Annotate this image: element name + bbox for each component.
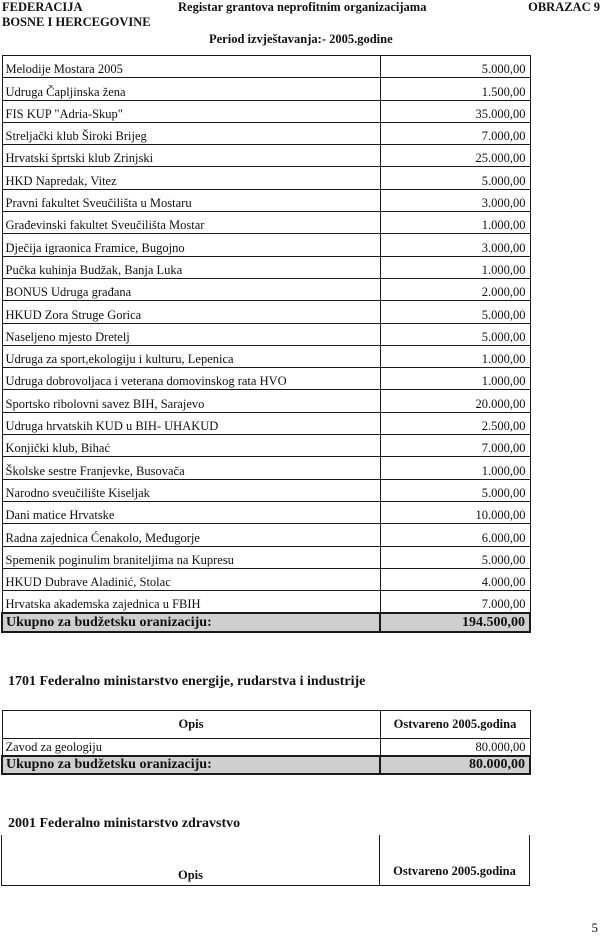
row-name: Dani matice Hrvatske <box>2 501 380 523</box>
table-row <box>2 479 530 501</box>
table-row <box>2 323 530 345</box>
table-header-row <box>2 835 530 886</box>
row-name: HKUD Zora Struge Gorica <box>2 301 380 323</box>
row-name: Spemenik poginulim braniteljima na Kupresu <box>2 546 380 568</box>
grants-table-section-1701 <box>1 710 531 775</box>
total-label: Ukupno za budžetsku oranizaciju: <box>2 756 380 774</box>
row-name: Melodije Mostara 2005 <box>2 56 380 78</box>
table-row <box>2 568 530 590</box>
row-name: Narodno sveučilište Kiseljak <box>2 479 380 501</box>
row-amount: 5.000,00 <box>380 56 530 78</box>
row-name: Udruga hrvatskih KUD u BIH- UHAKUD <box>2 412 380 434</box>
table-row <box>2 739 530 757</box>
table-row <box>2 524 530 546</box>
row-amount: 4.000,00 <box>380 568 530 590</box>
row-amount: 1.000,00 <box>380 457 530 479</box>
org-line-2: BOSNE I HERCEGOVINE <box>2 15 151 29</box>
row-name: Naseljeno mjesto Dretelj <box>2 323 380 345</box>
row-name: HKD Napredak, Vitez <box>2 167 380 189</box>
row-name: BONUS Udruga građana <box>2 278 380 300</box>
grants-table-section-2001 <box>1 835 530 886</box>
table-row <box>2 100 530 122</box>
column-header-amount: Ostvareno 2005.godina <box>380 711 530 739</box>
row-amount: 1.000,00 <box>380 212 530 234</box>
row-amount: 35.000,00 <box>380 100 530 122</box>
row-amount: 1.000,00 <box>380 256 530 278</box>
form-label: OBRAZAC 9 <box>528 0 600 14</box>
row-name: Dječija igraonica Framice, Bugojno <box>2 234 380 256</box>
table-row <box>2 122 530 144</box>
row-amount: 1.000,00 <box>380 368 530 390</box>
row-amount: 3.000,00 <box>380 234 530 256</box>
table-row <box>2 345 530 367</box>
row-amount: 7.000,00 <box>380 435 530 457</box>
grants-table-body <box>2 56 530 614</box>
organization-header <box>2 0 151 30</box>
row-name: Udruga dobrovoljaca i veterana domovinskog rata HVO <box>2 368 380 390</box>
table-row <box>2 145 530 167</box>
row-name: Hrvatska akademska zajednica u FBIH <box>2 591 380 614</box>
row-name: Pravni fakultet Sveučilišta u Mostaru <box>2 189 380 211</box>
table-row <box>2 412 530 434</box>
section-title-1701: 1701 Federalno ministarstvo energije, rudarstva i industrije <box>8 674 366 689</box>
row-name: Pučka kuhinja Budžak, Banja Luka <box>2 256 380 278</box>
total-amount: 80.000,00 <box>380 756 530 774</box>
section-title-2001: 2001 Federalno ministarstvo zdravstvo <box>8 816 241 831</box>
table-row <box>2 435 530 457</box>
row-amount: 5.000,00 <box>380 546 530 568</box>
row-name: Udruga Čapljinska žena <box>2 78 380 100</box>
table-row <box>2 546 530 568</box>
row-name: HKUD Dubrave Aladinić, Stolac <box>2 568 380 590</box>
org-line-1: FEDERACIJA <box>2 0 83 14</box>
row-amount: 10.000,00 <box>380 501 530 523</box>
total-label: Ukupno za budžetsku oranizaciju: <box>2 613 380 632</box>
table-row <box>2 278 530 300</box>
row-name: Radna zajednica Ćenakolo, Međugorje <box>2 524 380 546</box>
total-amount: 194.500,00 <box>380 613 530 632</box>
total-row <box>2 613 530 632</box>
table-row <box>2 167 530 189</box>
page-number: 5 <box>591 920 598 935</box>
row-name: Građevinski fakultet Sveučilišta Mostar <box>2 212 380 234</box>
table-row <box>2 256 530 278</box>
table-header-row <box>2 711 530 739</box>
column-header-opis: Opis <box>2 711 380 739</box>
table-row <box>2 457 530 479</box>
row-amount: 7.000,00 <box>380 591 530 614</box>
row-name: FIS KUP "Adria-Skup" <box>2 100 380 122</box>
document-title: Registar grantova neprofitnim organizacijama <box>178 0 427 14</box>
table-row <box>2 234 530 256</box>
row-name: Udruga za sport,ekologiju i kulturu, Lepenica <box>2 345 380 367</box>
grants-table-section-1 <box>1 55 531 633</box>
row-amount: 80.000,00 <box>380 739 530 757</box>
row-amount: 3.000,00 <box>380 189 530 211</box>
total-row <box>2 756 530 774</box>
row-name: Konjički klub, Bihać <box>2 435 380 457</box>
row-amount: 2.000,00 <box>380 278 530 300</box>
table-row <box>2 56 530 78</box>
column-header-amount: Ostvareno 2005.godina <box>380 835 530 886</box>
row-amount: 5.000,00 <box>380 301 530 323</box>
row-name: Školske sestre Franjevke, Busovača <box>2 457 380 479</box>
row-amount: 5.000,00 <box>380 323 530 345</box>
row-amount: 5.000,00 <box>380 167 530 189</box>
row-amount: 20.000,00 <box>380 390 530 412</box>
row-amount: 5.000,00 <box>380 479 530 501</box>
table-row <box>2 212 530 234</box>
row-amount: 25.000,00 <box>380 145 530 167</box>
reporting-period: Period izvještavanja:- 2005.godine <box>209 32 393 46</box>
row-name: Zavod za geologiju <box>2 739 380 757</box>
row-amount: 7.000,00 <box>380 122 530 144</box>
table-row <box>2 390 530 412</box>
row-amount: 2.500,00 <box>380 412 530 434</box>
row-amount: 6.000,00 <box>380 524 530 546</box>
column-header-opis: Opis <box>2 835 380 886</box>
row-name: Sportsko ribolovni savez BIH, Sarajevo <box>2 390 380 412</box>
table-row <box>2 368 530 390</box>
row-amount: 1.000,00 <box>380 345 530 367</box>
table-row <box>2 301 530 323</box>
table-row <box>2 591 530 614</box>
table-row <box>2 78 530 100</box>
table-row <box>2 189 530 211</box>
row-name: Hrvatski šprtski klub Zrinjski <box>2 145 380 167</box>
table-row <box>2 501 530 523</box>
row-amount: 1.500,00 <box>380 78 530 100</box>
row-name: Streljački klub Široki Brijeg <box>2 122 380 144</box>
